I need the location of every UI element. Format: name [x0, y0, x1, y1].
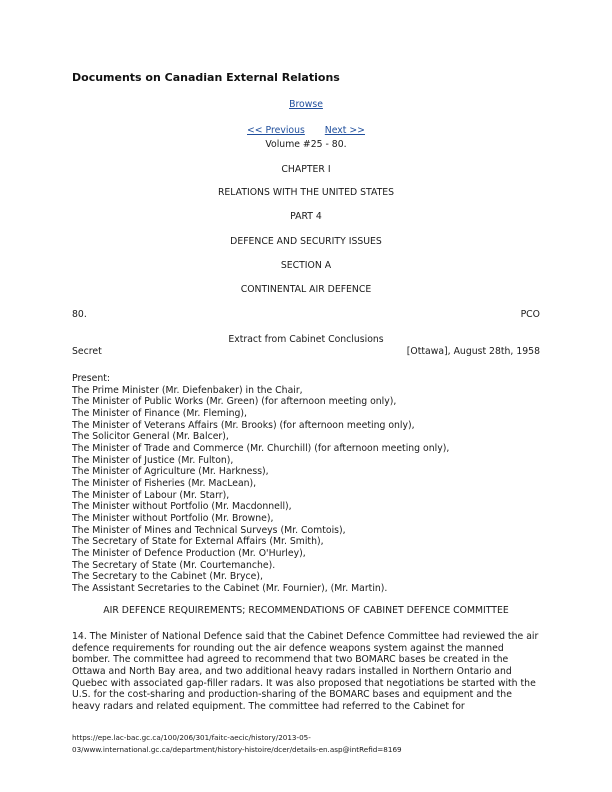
classification-row	[72, 346, 540, 357]
attendee: The Minister of Public Works (Mr. Green) (for afternoon meeting only),	[72, 396, 397, 408]
source-url-line: 03/www.international.gc.ca/department/history-histoire/dcer/details-en.asp@intRefid=8169	[72, 744, 402, 754]
chapter-heading: CHAPTER I	[281, 164, 331, 175]
page-title: Documents on Canadian External Relations	[72, 71, 340, 84]
attendee: The Minister of Veterans Affairs (Mr. Brooks) (for afternoon meeting only),	[72, 419, 415, 431]
attendee: The Secretary to the Cabinet (Mr. Bryce),	[72, 571, 263, 583]
attendee: The Minister of Agriculture (Mr. Harkness),	[72, 466, 269, 478]
next-link[interactable]: Next >>	[324, 125, 365, 136]
browse-row	[72, 99, 540, 110]
volume-label: Volume #25 - 80.	[265, 139, 347, 150]
subject-heading: AIR DEFENCE REQUIREMENTS; RECOMMENDATIONS OF CABINET DEFENCE COMMITTEE	[103, 605, 509, 616]
attendee: The Secretary of State for External Affairs (Mr. Smith),	[72, 536, 324, 548]
attendee: The Secretary of State (Mr. Courtemanche).	[72, 559, 276, 571]
attendee: The Minister of Finance (Mr. Fleming),	[72, 407, 247, 419]
previous-link[interactable]: << Previous	[247, 125, 305, 136]
attendee: The Minister of Mines and Technical Surveys (Mr. Comtois),	[72, 524, 346, 536]
attendee: The Minister of Defence Production (Mr. O'Hurley),	[72, 547, 306, 559]
body-paragraph: 14. The Minister of National Defence said that the Cabinet Defence Committee had reviewed the air defence requirements for rounding out the air defence weapons system against the manned bomber. The committee had agreed to recommend that two BOMARC bases be created in the Ottawa and North Bay area, and two additional heavy radars installed in Northern Ontario and Quebec with associated gap-filler radars. It was also proposed that negotiations be started with the U.S. for the cost-sharing and production-sharing of the BOMARC bases and equipment and the heavy radars and related equipment. The committee had referred to the Cabinet for	[72, 631, 539, 712]
present-label: Present:	[72, 373, 111, 384]
attendee: The Solicitor General (Mr. Balcer),	[72, 431, 229, 443]
attendee: The Minister of Labour (Mr. Starr),	[72, 489, 230, 501]
attendance-list	[72, 373, 540, 594]
document-number-row	[72, 309, 540, 320]
browse-link[interactable]: Browse	[289, 99, 323, 110]
attendee: The Assistant Secretaries to the Cabinet (Mr. Fournier), (Mr. Martin).	[72, 582, 388, 594]
section-heading: SECTION A	[280, 260, 332, 271]
attendee: The Minister without Portfolio (Mr. Browne),	[72, 512, 274, 524]
section-title: CONTINENTAL AIR DEFENCE	[240, 284, 372, 295]
attendee: The Minister without Portfolio (Mr. Macdonnell),	[72, 501, 292, 513]
source-url	[72, 732, 542, 755]
attendee: The Minister of Trade and Commerce (Mr. Churchill) (for afternoon meeting only),	[72, 442, 450, 454]
attendee: The Prime Minister (Mr. Diefenbaker) in the Chair,	[72, 384, 303, 396]
document-type: Extract from Cabinet Conclusions	[228, 334, 384, 345]
source-url-line: https://epe.lac-bac.gc.ca/100/206/301/faitc-aecic/history/2013-05-	[72, 733, 311, 742]
attendee: The Minister of Fisheries (Mr. MacLean),	[72, 477, 257, 489]
place-date: [Ottawa], August 28th, 1958	[406, 346, 540, 357]
document-source: PCO	[520, 309, 540, 320]
pagination-nav	[72, 125, 540, 136]
chapter-title: RELATIONS WITH THE UNITED STATES	[217, 187, 395, 198]
part-title: DEFENCE AND SECURITY ISSUES	[230, 236, 382, 247]
classification: Secret	[72, 346, 102, 357]
document-number: 80.	[72, 309, 87, 320]
attendee: The Minister of Justice (Mr. Fulton),	[72, 454, 234, 466]
part-heading: PART 4	[290, 211, 322, 222]
